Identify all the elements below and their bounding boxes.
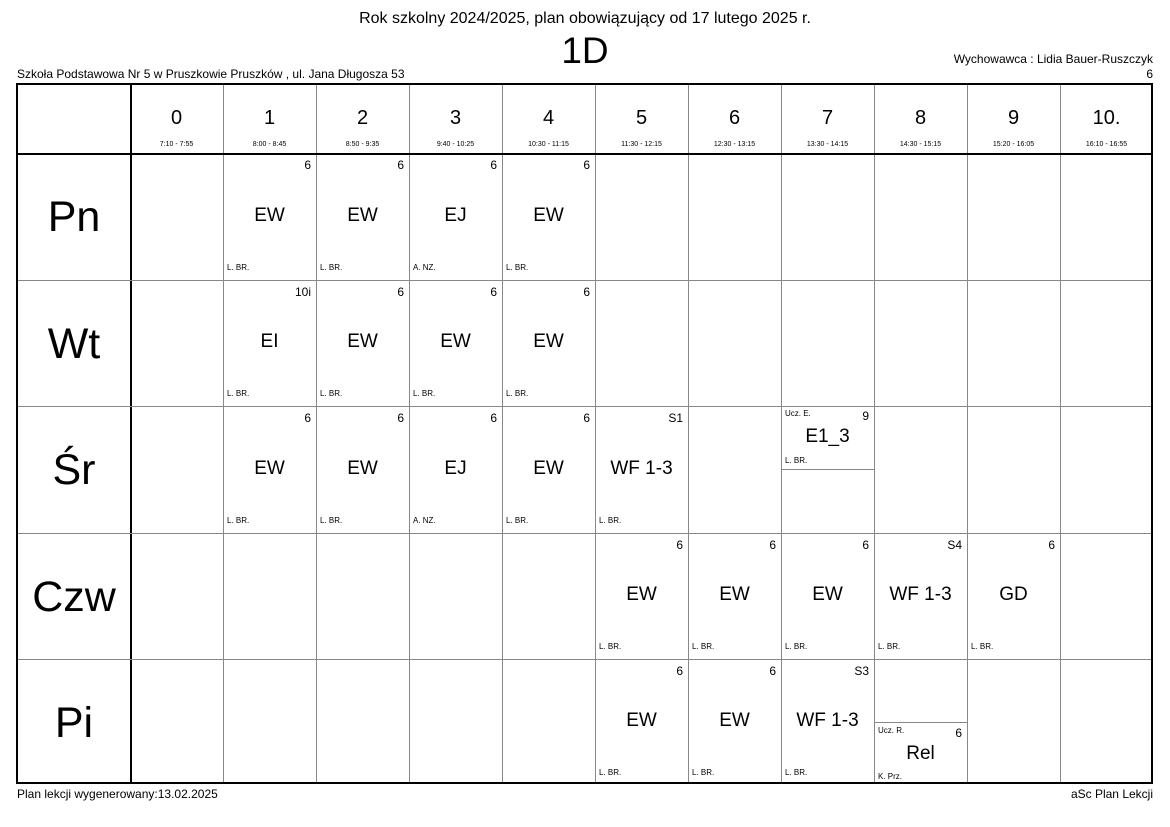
lesson-cell-group[interactable] xyxy=(781,406,874,470)
period-time: 14:30 - 15:15 xyxy=(899,141,942,148)
lesson-room: 6 xyxy=(583,411,590,425)
lesson-cell[interactable] xyxy=(595,406,688,533)
software-name: aSc Plan Lekcji xyxy=(1070,787,1153,801)
lesson-room: 6 xyxy=(397,285,404,299)
lesson-subject: EW xyxy=(254,458,285,479)
lesson-subject: EW xyxy=(254,205,285,226)
period-time: 7:10 - 7:55 xyxy=(159,141,194,148)
lesson-subject: E1_3 xyxy=(805,426,850,447)
lesson-teacher: L. BR. xyxy=(506,263,529,272)
period-time: 16:10 - 16:55 xyxy=(1085,141,1128,148)
period-header xyxy=(595,85,688,153)
lesson-subject: EW xyxy=(533,458,564,479)
day-label-sr: Śr xyxy=(52,446,96,494)
lesson-subject: EW xyxy=(533,205,564,226)
lesson-cell[interactable] xyxy=(502,280,595,406)
lesson-room: 6 xyxy=(862,538,869,552)
period-number: 2 xyxy=(356,107,369,129)
lesson-cell[interactable] xyxy=(967,533,1060,659)
lesson-cell[interactable] xyxy=(688,659,781,784)
lesson-subject: EW xyxy=(533,331,564,352)
period-number: 0 xyxy=(170,107,183,129)
lesson-teacher: L. BR. xyxy=(227,389,250,398)
lesson-room: 6 xyxy=(304,411,311,425)
period-time: 12:30 - 13:15 xyxy=(713,141,756,148)
period-header xyxy=(1060,85,1153,153)
grid-divider xyxy=(967,85,968,782)
period-number: 4 xyxy=(542,107,555,129)
period-number: 9 xyxy=(1007,107,1020,129)
lesson-room: 6 xyxy=(769,664,776,678)
lesson-cell[interactable] xyxy=(316,280,409,406)
lesson-cell[interactable] xyxy=(781,533,874,659)
lesson-subject: WF 1-3 xyxy=(796,710,859,731)
lesson-teacher: L. BR. xyxy=(506,516,529,525)
lesson-subject: EJ xyxy=(444,205,467,226)
period-time: 15:20 - 16:05 xyxy=(992,141,1035,148)
period-header xyxy=(130,85,223,153)
lesson-subject: WF 1-3 xyxy=(610,458,673,479)
lesson-teacher: L. BR. xyxy=(599,768,622,777)
period-time: 10:30 - 11:15 xyxy=(528,141,569,148)
lesson-subject: WF 1-3 xyxy=(889,584,952,605)
lesson-teacher: L. BR. xyxy=(692,768,715,777)
lesson-subject: EI xyxy=(260,331,279,352)
lesson-subject: EW xyxy=(347,205,378,226)
lesson-teacher: L. BR. xyxy=(320,516,343,525)
lesson-teacher: A. NZ. xyxy=(413,516,436,525)
day-label-pn: Pn xyxy=(47,193,101,241)
lesson-subject: EW xyxy=(347,458,378,479)
lesson-subject: EW xyxy=(719,584,750,605)
period-header xyxy=(781,85,874,153)
period-time: 8:00 - 8:45 xyxy=(252,141,287,148)
lesson-cell[interactable] xyxy=(409,280,502,406)
lesson-room: S1 xyxy=(668,411,683,425)
lesson-group: Ucz. E. xyxy=(785,409,811,418)
lesson-cell[interactable] xyxy=(781,659,874,784)
period-header xyxy=(967,85,1060,153)
lesson-teacher: L. BR. xyxy=(785,642,808,651)
lesson-subject: EJ xyxy=(444,458,467,479)
homeroom-teacher: Wychowawca : Lidia Bauer-Ruszczyk xyxy=(953,52,1153,66)
lesson-subject: EW xyxy=(719,710,750,731)
lesson-room: 10i xyxy=(294,285,311,299)
period-header xyxy=(223,85,316,153)
lesson-subject: EW xyxy=(440,331,471,352)
lesson-cell[interactable] xyxy=(316,153,409,280)
lesson-teacher: L. BR. xyxy=(599,642,622,651)
lesson-room: S4 xyxy=(947,538,962,552)
lesson-cell[interactable] xyxy=(223,406,316,533)
lesson-cell[interactable] xyxy=(502,406,595,533)
lesson-cell[interactable] xyxy=(595,659,688,784)
lesson-cell[interactable] xyxy=(688,533,781,659)
lesson-subject: EW xyxy=(347,331,378,352)
period-number: 5 xyxy=(635,107,648,129)
lesson-cell-group[interactable] xyxy=(874,722,967,784)
lesson-cell[interactable] xyxy=(409,406,502,533)
grid-divider xyxy=(874,85,875,782)
timetable-grid xyxy=(16,83,1153,784)
grid-divider xyxy=(18,659,1151,660)
lesson-room: 6 xyxy=(676,538,683,552)
generated-date: Plan lekcji wygenerowany:13.02.2025 xyxy=(17,787,218,801)
school-name: Szkoła Podstawowa Nr 5 w Pruszkowie Pruszków , ul. Jana Długosza 53 xyxy=(17,67,405,81)
day-label-czw: Czw xyxy=(32,573,116,621)
lesson-room: 6 xyxy=(583,158,590,172)
lesson-teacher: L. BR. xyxy=(785,456,808,465)
lesson-room: 6 xyxy=(955,726,962,740)
lesson-room: 6 xyxy=(1048,538,1055,552)
lesson-room: 6 xyxy=(583,285,590,299)
lesson-teacher: L. BR. xyxy=(785,768,808,777)
lesson-teacher: L. BR. xyxy=(227,263,250,272)
lesson-subject: EW xyxy=(626,584,657,605)
period-time: 11:30 - 12:15 xyxy=(621,141,662,148)
homeroom-room: 6 xyxy=(1146,67,1153,81)
period-header xyxy=(688,85,781,153)
lesson-room: 6 xyxy=(769,538,776,552)
lesson-teacher: L. BR. xyxy=(692,642,715,651)
day-label-pi: Pi xyxy=(54,699,94,747)
lesson-room: 6 xyxy=(490,285,497,299)
period-number: 8 xyxy=(914,107,927,129)
lesson-teacher: A. NZ. xyxy=(413,263,436,272)
lesson-room: 6 xyxy=(397,411,404,425)
lesson-teacher: L. BR. xyxy=(971,642,994,651)
period-number: 10. xyxy=(1092,107,1121,129)
lesson-room: 6 xyxy=(304,158,311,172)
lesson-cell[interactable] xyxy=(316,406,409,533)
period-number: 1 xyxy=(263,107,276,129)
period-time: 8:50 - 9:35 xyxy=(345,141,380,148)
lesson-subject: EW xyxy=(812,584,843,605)
lesson-teacher: L. BR. xyxy=(320,263,343,272)
lesson-group: Ucz. R. xyxy=(878,726,905,735)
period-header xyxy=(502,85,595,153)
period-header xyxy=(409,85,502,153)
lesson-room: S3 xyxy=(854,664,869,678)
lesson-cell[interactable] xyxy=(223,280,316,406)
period-time: 9:40 - 10:25 xyxy=(436,141,475,148)
grid-divider xyxy=(1060,85,1061,782)
lesson-teacher: L. BR. xyxy=(506,389,529,398)
lesson-teacher: K. Prz. xyxy=(878,772,903,781)
lesson-subject: Rel xyxy=(906,743,935,764)
lesson-room: 6 xyxy=(676,664,683,678)
lesson-subject: EW xyxy=(626,710,657,731)
lesson-cell[interactable] xyxy=(223,153,316,280)
lesson-teacher: L. BR. xyxy=(320,389,343,398)
grid-divider xyxy=(130,85,132,782)
lesson-cell[interactable] xyxy=(874,533,967,659)
lesson-room: 9 xyxy=(862,409,869,423)
lesson-room: 6 xyxy=(490,158,497,172)
lesson-cell[interactable] xyxy=(409,153,502,280)
period-number: 6 xyxy=(728,107,741,129)
lesson-room: 6 xyxy=(490,411,497,425)
period-header xyxy=(874,85,967,153)
lesson-teacher: L. BR. xyxy=(878,642,901,651)
lesson-cell[interactable] xyxy=(502,153,595,280)
period-header xyxy=(316,85,409,153)
lesson-teacher: L. BR. xyxy=(413,389,436,398)
lesson-cell[interactable] xyxy=(595,533,688,659)
period-time: 13:30 - 14:15 xyxy=(806,141,849,148)
lesson-subject: GD xyxy=(999,584,1028,605)
day-label-wt: Wt xyxy=(47,320,101,368)
lesson-teacher: L. BR. xyxy=(599,516,622,525)
timetable-title: Rok szkolny 2024/2025, plan obowiązujący od 17 lutego 2025 r. xyxy=(359,10,811,27)
period-number: 7 xyxy=(821,107,834,129)
lesson-room: 6 xyxy=(397,158,404,172)
period-number: 3 xyxy=(449,107,462,129)
class-name: 1D xyxy=(561,30,609,71)
lesson-teacher: L. BR. xyxy=(227,516,250,525)
